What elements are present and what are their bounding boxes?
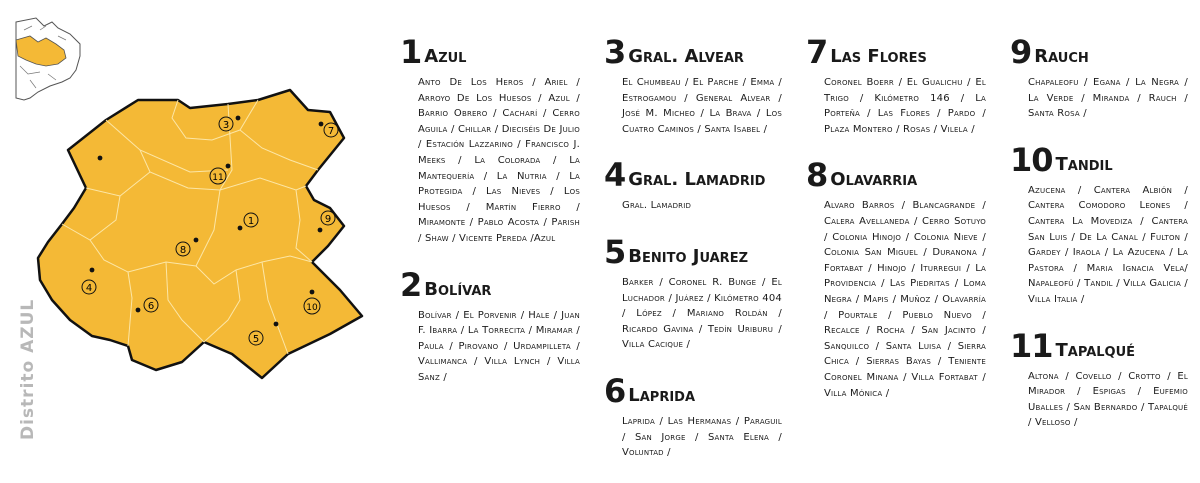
svg-text:10: 10 (306, 303, 318, 313)
entry-number: 2 (400, 265, 422, 304)
map-svg (0, 0, 400, 450)
entry-title: Rauch (1034, 46, 1089, 67)
legend-entry-benito-juarez (604, 232, 782, 353)
legend-column-3 (806, 33, 986, 423)
legend-entry-las-flores (806, 33, 986, 137)
legend-entry-olavarria (806, 156, 986, 401)
map-marker-4 (82, 280, 96, 294)
legend-entry-azul (400, 33, 580, 247)
entry-localities: Altona / Covello / Crotto / El Mirador / Espigas / Eufemio Uballes / San Bernardo / Tapalqué / Velloso / (1028, 370, 1188, 429)
svg-text:3: 3 (222, 120, 230, 131)
locator-map (16, 18, 80, 100)
map-marker-10 (304, 298, 320, 314)
district-map (0, 0, 400, 450)
entry-number: 7 (806, 33, 828, 71)
entry-localities: Chapaleofu / Egana / La Negra / La Verde / Miranda / Rauch / Santa Rosa / (1028, 77, 1188, 120)
entry-number: 4 (604, 156, 626, 195)
entry-number: 10 (1010, 140, 1053, 179)
entry-number: 11 (1010, 326, 1053, 365)
svg-text:1: 1 (247, 216, 255, 227)
entry-localities: Laprida / Las Hermanas / Paraguil / San Jorge / Santa Elena / Voluntad / (622, 415, 782, 459)
map-marker-7 (324, 123, 338, 137)
map-marker-1 (244, 213, 258, 227)
entry-localities: Barker / Coronel R. Bunge / El Luchador / Juárez / Kilómetro 404 / López / Mariano Roldán / Ricardo Gavina / Tedín Uriburu / Villa Cacique / (622, 276, 782, 351)
entry-title: Las Flores (830, 46, 927, 67)
entry-number: 9 (1010, 33, 1032, 71)
entry-title: Olavarria (830, 169, 918, 191)
district-shape (38, 90, 362, 378)
legend-entry-gral-alvear (604, 33, 782, 137)
entry-title: Tandil (1055, 153, 1113, 175)
legend-column-1 (400, 33, 580, 408)
entry-title: Gral. Alvear (628, 46, 744, 67)
legend-entry-gral-lamadrid (604, 156, 782, 214)
map-marker-8 (176, 242, 190, 256)
svg-text:8: 8 (179, 245, 187, 256)
legend-entry-rauch (1010, 33, 1188, 122)
legend-entry-bolivar (400, 265, 580, 386)
entry-number: 6 (604, 371, 626, 410)
legend-entry-tandil (1010, 140, 1188, 308)
entry-localities: Azucena / Cantera Albión / Cantera Comodoro Leones / Cantera La Movediza / Cantera San Luis / De La Canal / Fulton / Gardey / Iraola / La Azucena / La Pastora / Maria Ignacia Vela/ Napaleofú / Tandil / Villa Galicia / Villa Italia / (1028, 184, 1188, 305)
legend-column-2 (604, 33, 782, 483)
svg-text:9: 9 (324, 214, 332, 225)
legend-column-4 (1010, 33, 1188, 453)
entry-localities: Gral. Lamadrid (622, 200, 692, 212)
entry-localities: Coronel Boerr / El Gualichu / El Trigo / Kilómetro 146 / La Porteña / Las Flores / Pardo / Plaza Montero / Rosas / Vilela / (824, 77, 986, 135)
map-marker-5 (249, 331, 263, 345)
entry-number: 5 (604, 232, 626, 271)
entry-number: 3 (604, 33, 626, 71)
legend-entry-tapalque (1010, 326, 1188, 431)
entry-localities: Bolívar / El Porvenir / Hale / Juan F. Ibarra / La Torrecita / Miramar / Paula / Pirovano / Urdampilleta / Vallimanca / Villa Lynch / Villa Sanz / (418, 309, 580, 383)
map-marker-6 (144, 298, 158, 312)
entry-number: 1 (400, 33, 422, 71)
entry-title: Benito Juarez (628, 245, 748, 267)
entry-localities: Anto De Los Heros / Ariel / Arroyo De Los Huesos / Azul / Barrio Obrero / Cacharí / Cerro Aguila / Chillar / Dieciséis De Julio / Estación Lazzarino / Francisco J. Meeks / La Colorada / La Mantequería / La Nutria / La Protegida / Las Nieves / Los Huesos / Martín Fierro / Miramonte / Pablo Acosta / Parish / Shaw / Vicente Pereda /Azul (418, 77, 580, 244)
entry-localities: Alvaro Barros / Blancagrande / Calera Avellaneda / Cerro Sotuyo / Colonia Hinojo / Colonia Nieve / Colonia San Miguel / Duranona / Fortabat / Hinojo / Iturregui / La Providencia / Las Piedritas / Loma Negra / Mapis / Muñoz / Olavarría / Pourtale / Pueblo Nuevo / Recalce / Rocha / San Jacinto / Sanquilco / Santa Luisa / Sierra Chica / Sierras Bayas / Teniente Coronel Minana / Villa Fortabat / Villa Mónica / (824, 200, 986, 399)
svg-text:6: 6 (147, 301, 155, 312)
map-marker-11 (210, 168, 226, 184)
district-side-label: Distrito AZUL (18, 298, 38, 440)
map-marker-9 (321, 211, 335, 225)
entry-title: Gral. Lamadrid (628, 169, 766, 191)
svg-text:7: 7 (327, 126, 335, 137)
entry-title: Azul (424, 46, 467, 67)
svg-text:5: 5 (252, 334, 260, 345)
entry-localities: El Chumbeau / El Parche / Emma / Estrogamou / General Alvear / José M. Micheo / La Brava / Los Cuatro Caminos / Santa Isabel / (622, 77, 782, 135)
svg-text:11: 11 (212, 173, 224, 183)
legend-entry-laprida (604, 371, 782, 461)
entry-title: Tapalqué (1055, 339, 1136, 361)
entry-number: 8 (806, 156, 828, 195)
svg-text:4: 4 (85, 283, 93, 294)
map-marker-3 (219, 117, 233, 131)
entry-title: Bolívar (424, 278, 492, 300)
entry-title: Laprida (628, 384, 696, 406)
